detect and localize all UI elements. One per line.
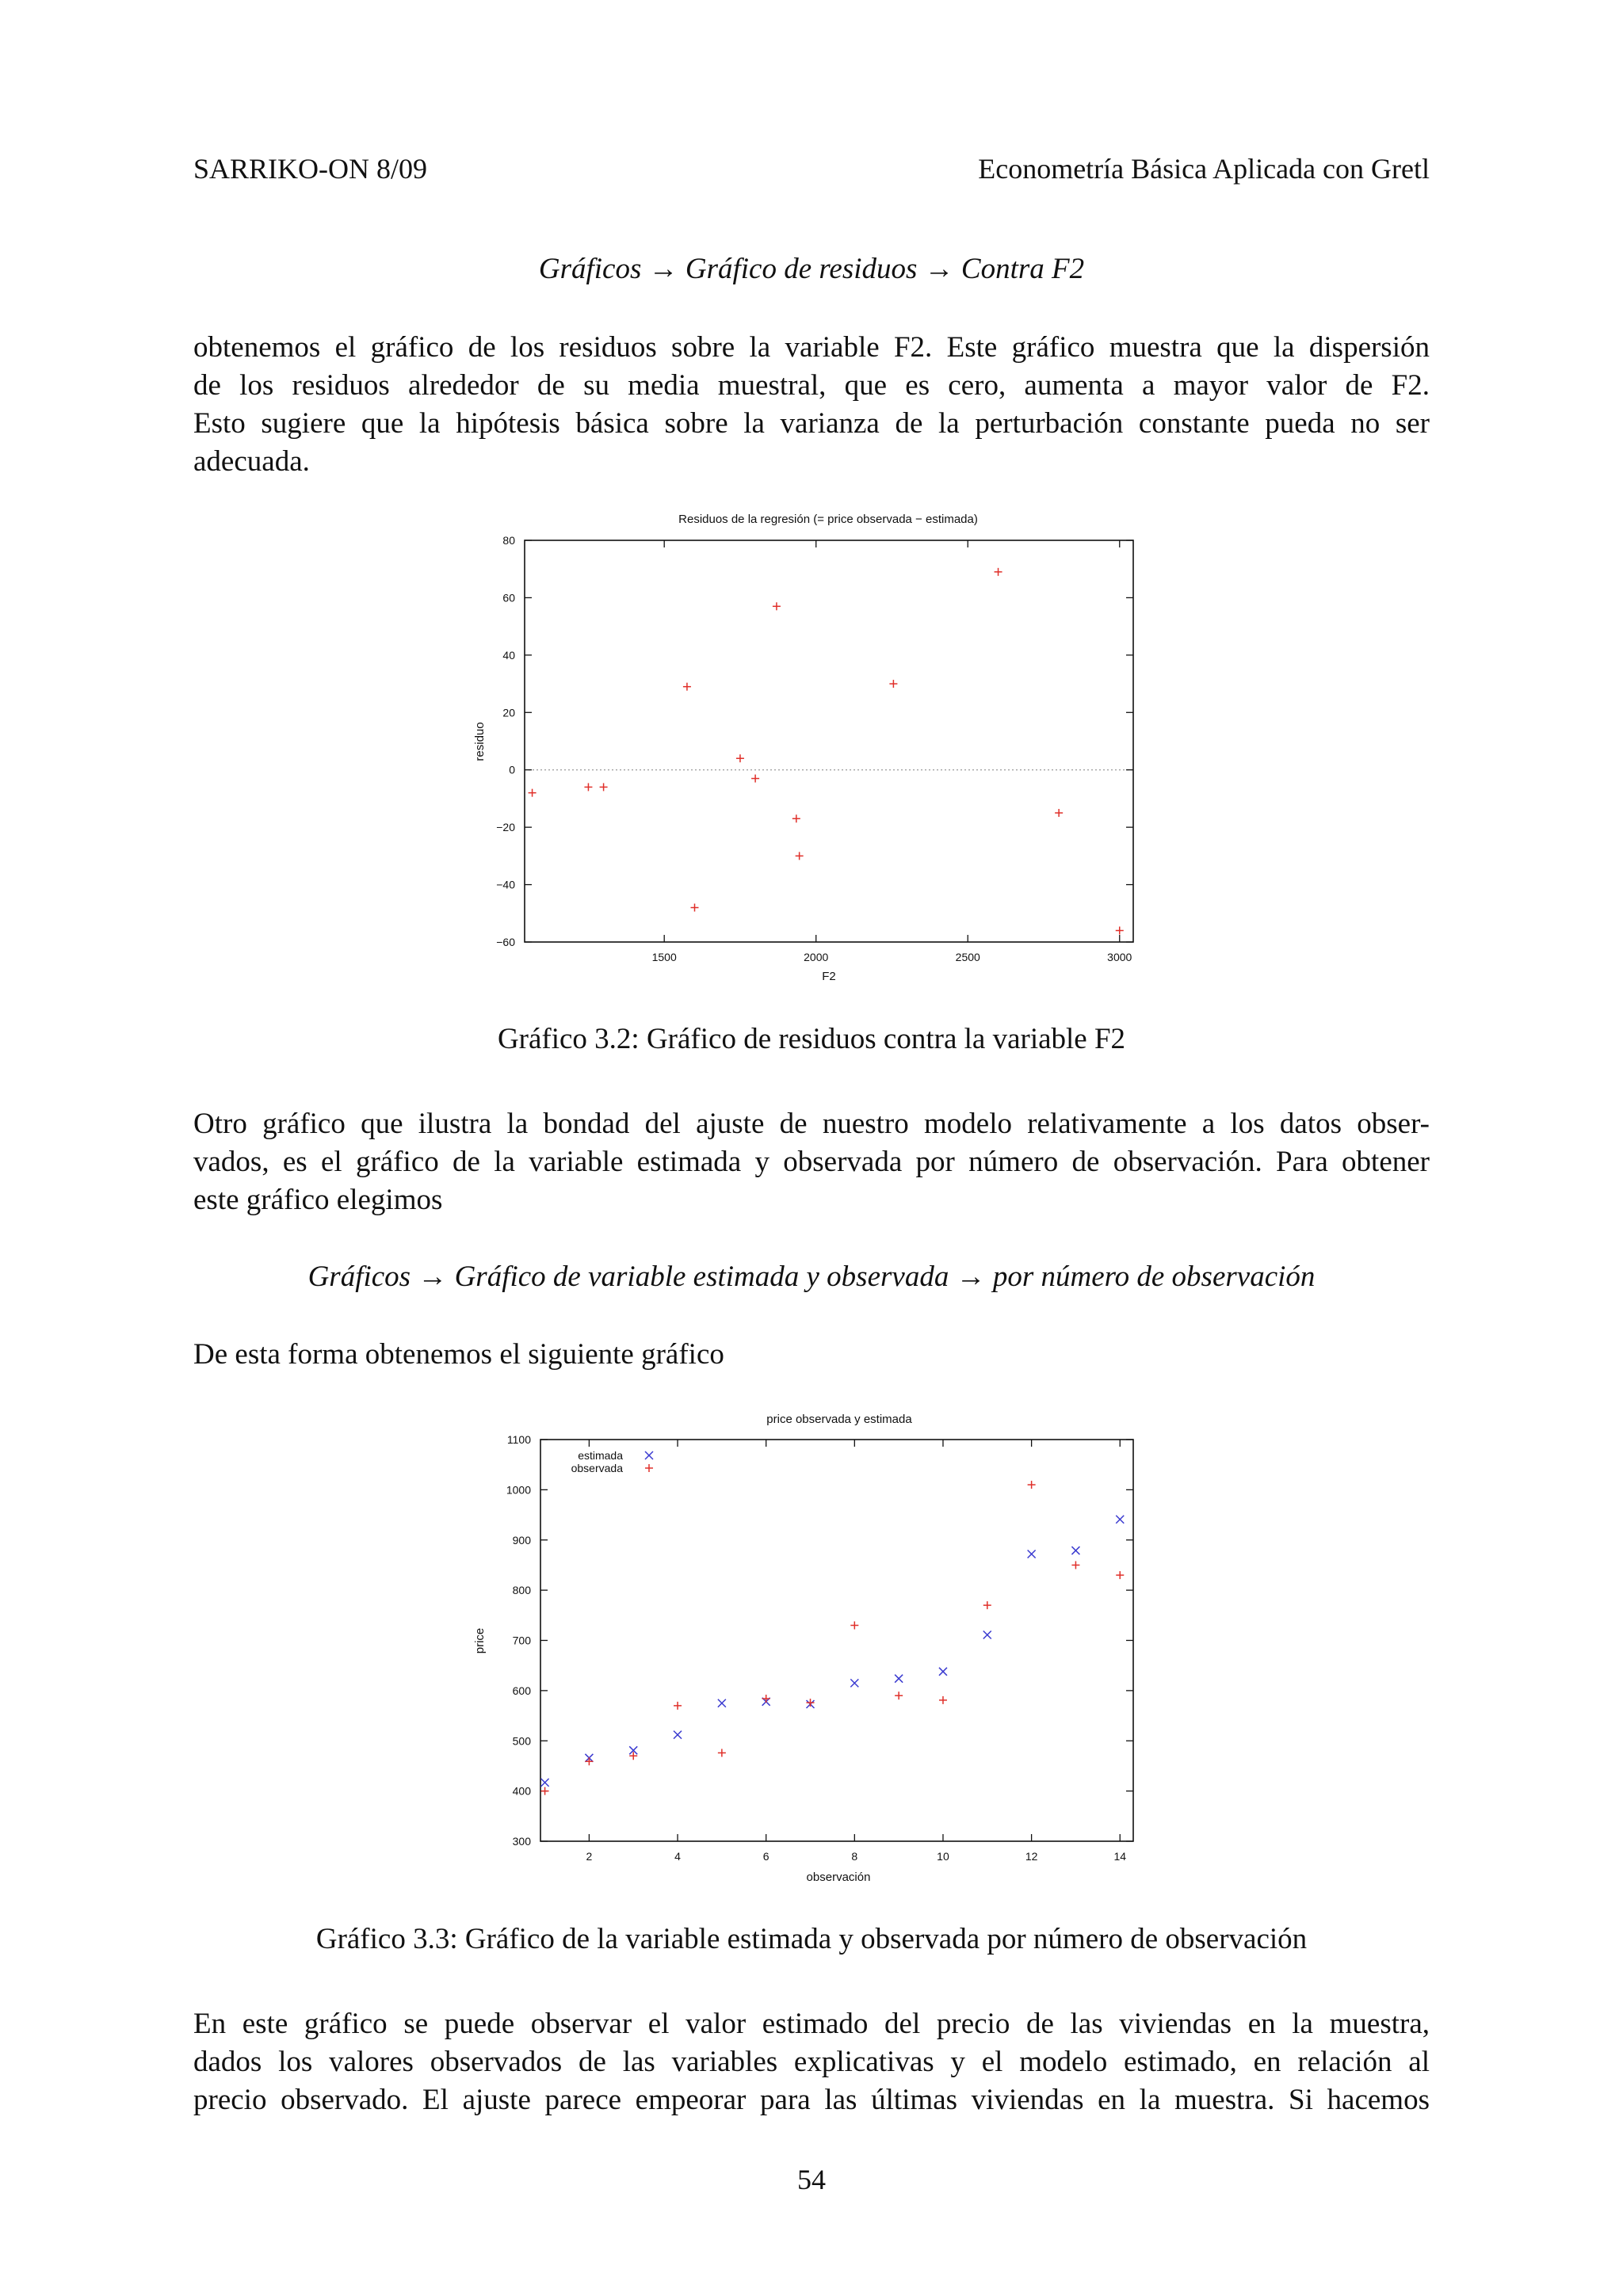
chart-title: price observada y estimada xyxy=(766,1413,912,1426)
paragraph-4-line-2: dados los valores observados de las variables explicativas y el modelo estimado, en relación al xyxy=(193,2046,1430,2078)
x-tick-label: 2 xyxy=(586,1850,593,1863)
observada-point xyxy=(585,1757,593,1765)
observada-point xyxy=(762,1695,770,1703)
y-tick-label: 500 xyxy=(512,1734,531,1748)
x-tick-label: 1500 xyxy=(651,951,677,963)
residual-point xyxy=(889,680,897,688)
plot-frame xyxy=(525,540,1133,942)
chart-title: Residuos de la regresión (= price observada − estimada) xyxy=(678,513,978,526)
estimada-point xyxy=(1028,1550,1036,1558)
paragraph-3 xyxy=(193,1336,1430,1374)
caption-figure-3-3: Gráfico 3.3: Gráfico de la variable estimada y observada por número de observación xyxy=(315,1923,1308,1955)
x-tick-label: 8 xyxy=(851,1850,858,1863)
page-number: 54 xyxy=(797,2164,826,2195)
estimada-point xyxy=(541,1779,549,1787)
observada-point xyxy=(850,1621,858,1629)
x-tick-label: 12 xyxy=(1025,1850,1038,1863)
x-tick-label: 10 xyxy=(937,1850,949,1863)
estimada-point xyxy=(1116,1516,1124,1524)
header-left: SARRIKO-ON 8/09 xyxy=(193,153,428,185)
estimada-point xyxy=(895,1675,903,1683)
y-tick-label: 20 xyxy=(502,706,515,719)
residuals-chart xyxy=(444,507,1157,998)
observada-point xyxy=(1116,1571,1124,1579)
observada-point xyxy=(807,1699,815,1707)
y-tick-label: 0 xyxy=(509,763,515,776)
x-tick-label: 4 xyxy=(674,1850,681,1863)
residual-point xyxy=(995,568,1002,576)
paragraph-2 xyxy=(193,1105,1430,1219)
header-right: Econometría Básica Aplicada con Gretl xyxy=(978,153,1430,185)
paragraph-2-line-2: vados, es el gráfico de la variable estimada y observada por número de observación. Para obtener xyxy=(193,1146,1430,1178)
residual-point xyxy=(600,783,608,791)
x-tick-label: 6 xyxy=(762,1850,769,1863)
paragraph-1-line-3: Esto sugiere que la hipótesis básica sobre la varianza de la perturbación constante pueda no ser xyxy=(193,407,1430,440)
residual-point xyxy=(773,602,781,610)
legend-label: estimada xyxy=(578,1449,623,1462)
y-axis-label: residuo xyxy=(473,722,487,761)
y-tick-label: 1000 xyxy=(506,1483,531,1497)
observada-point xyxy=(674,1702,682,1710)
y-tick-label: 60 xyxy=(502,591,515,605)
paragraph-2-line-1: Otro gráfico que ilustra la bondad del ajuste de nuestro modelo relativamente a los datos obser- xyxy=(193,1108,1430,1140)
observada-point xyxy=(1071,1561,1079,1569)
y-tick-label: 800 xyxy=(512,1584,531,1597)
observada-point xyxy=(718,1749,726,1756)
fitted-observed-chart xyxy=(444,1406,1157,1897)
plot-frame xyxy=(540,1440,1133,1841)
residual-point xyxy=(1116,927,1124,935)
y-tick-label: −40 xyxy=(496,878,515,891)
paragraph-4-line-1: En este gráfico se puede observar el valor estimado del precio de las viviendas en la muestra, xyxy=(193,2008,1430,2040)
estimada-point xyxy=(983,1631,991,1639)
residual-point xyxy=(683,683,691,691)
y-tick-label: 700 xyxy=(512,1634,531,1647)
x-tick-label: 14 xyxy=(1113,1850,1127,1863)
running-header xyxy=(193,152,1430,192)
observada-point xyxy=(1028,1481,1036,1489)
estimada-point xyxy=(718,1699,726,1707)
x-tick-label: 2000 xyxy=(804,951,829,963)
paragraph-4 xyxy=(193,2005,1430,2119)
y-tick-label: 400 xyxy=(512,1784,531,1798)
residual-point xyxy=(751,775,759,783)
figure-residuals xyxy=(444,507,1157,998)
legend-marker xyxy=(645,1464,653,1472)
observada-point xyxy=(541,1787,549,1795)
y-tick-label: 1100 xyxy=(506,1433,531,1446)
legend-label: observada xyxy=(571,1462,623,1474)
caption-figure-3-2: Gráfico 3.2: Gráfico de residuos contra la variable F2 xyxy=(497,1023,1126,1055)
y-tick-label: 600 xyxy=(512,1684,531,1697)
x-axis-label: F2 xyxy=(822,970,836,983)
residual-point xyxy=(529,789,537,797)
menu-path-residuals: Gráficos → Gráfico de residuos → Contra F2 xyxy=(538,253,1085,285)
estimada-point xyxy=(674,1731,682,1739)
observada-point xyxy=(983,1601,991,1609)
paragraph-1-line-2: de los residuos alrededor de su media muestral, que es cero, aumenta a mayor valor de F2. xyxy=(193,369,1430,402)
residual-point xyxy=(796,852,804,860)
estimada-point xyxy=(1071,1547,1079,1554)
legend-marker xyxy=(645,1451,653,1459)
residual-point xyxy=(691,904,699,912)
residual-point xyxy=(792,814,800,822)
figure-fitted-observed xyxy=(444,1406,1157,1897)
paragraph-1 xyxy=(193,329,1430,481)
residual-point xyxy=(1055,809,1063,817)
x-tick-label: 2500 xyxy=(955,951,980,963)
observada-point xyxy=(895,1691,903,1699)
paragraph-3-line-1: De esta forma obtenemos el siguiente gráfico xyxy=(193,1338,724,1371)
menu-path-fitted: Gráficos → Gráfico de variable estimada y observada → por número de observación xyxy=(307,1261,1316,1293)
y-tick-label: −20 xyxy=(496,821,515,834)
residual-point xyxy=(736,754,744,762)
estimada-point xyxy=(850,1679,858,1687)
residual-point xyxy=(584,783,592,791)
paragraph-2-line-3: este gráfico elegimos xyxy=(193,1184,443,1216)
x-axis-label: observación xyxy=(806,1871,871,1884)
y-tick-label: 40 xyxy=(502,648,515,662)
x-tick-label: 3000 xyxy=(1107,951,1132,963)
paragraph-1-line-1: obtenemos el gráfico de los residuos sobre la variable F2. Este gráfico muestra que la dispersión xyxy=(193,331,1430,364)
y-tick-label: 80 xyxy=(502,534,515,547)
y-axis-label: price xyxy=(473,1627,487,1654)
y-tick-label: 300 xyxy=(512,1835,531,1848)
y-tick-label: 900 xyxy=(512,1533,531,1547)
paragraph-4-line-3: precio observado. El ajuste parece empeorar para las últimas viviendas en la muestra. Si hacemos xyxy=(193,2084,1430,2116)
estimada-point xyxy=(939,1668,947,1676)
observada-point xyxy=(939,1696,947,1704)
paragraph-1-line-4: adecuada. xyxy=(193,445,310,478)
y-tick-label: −60 xyxy=(496,936,515,948)
